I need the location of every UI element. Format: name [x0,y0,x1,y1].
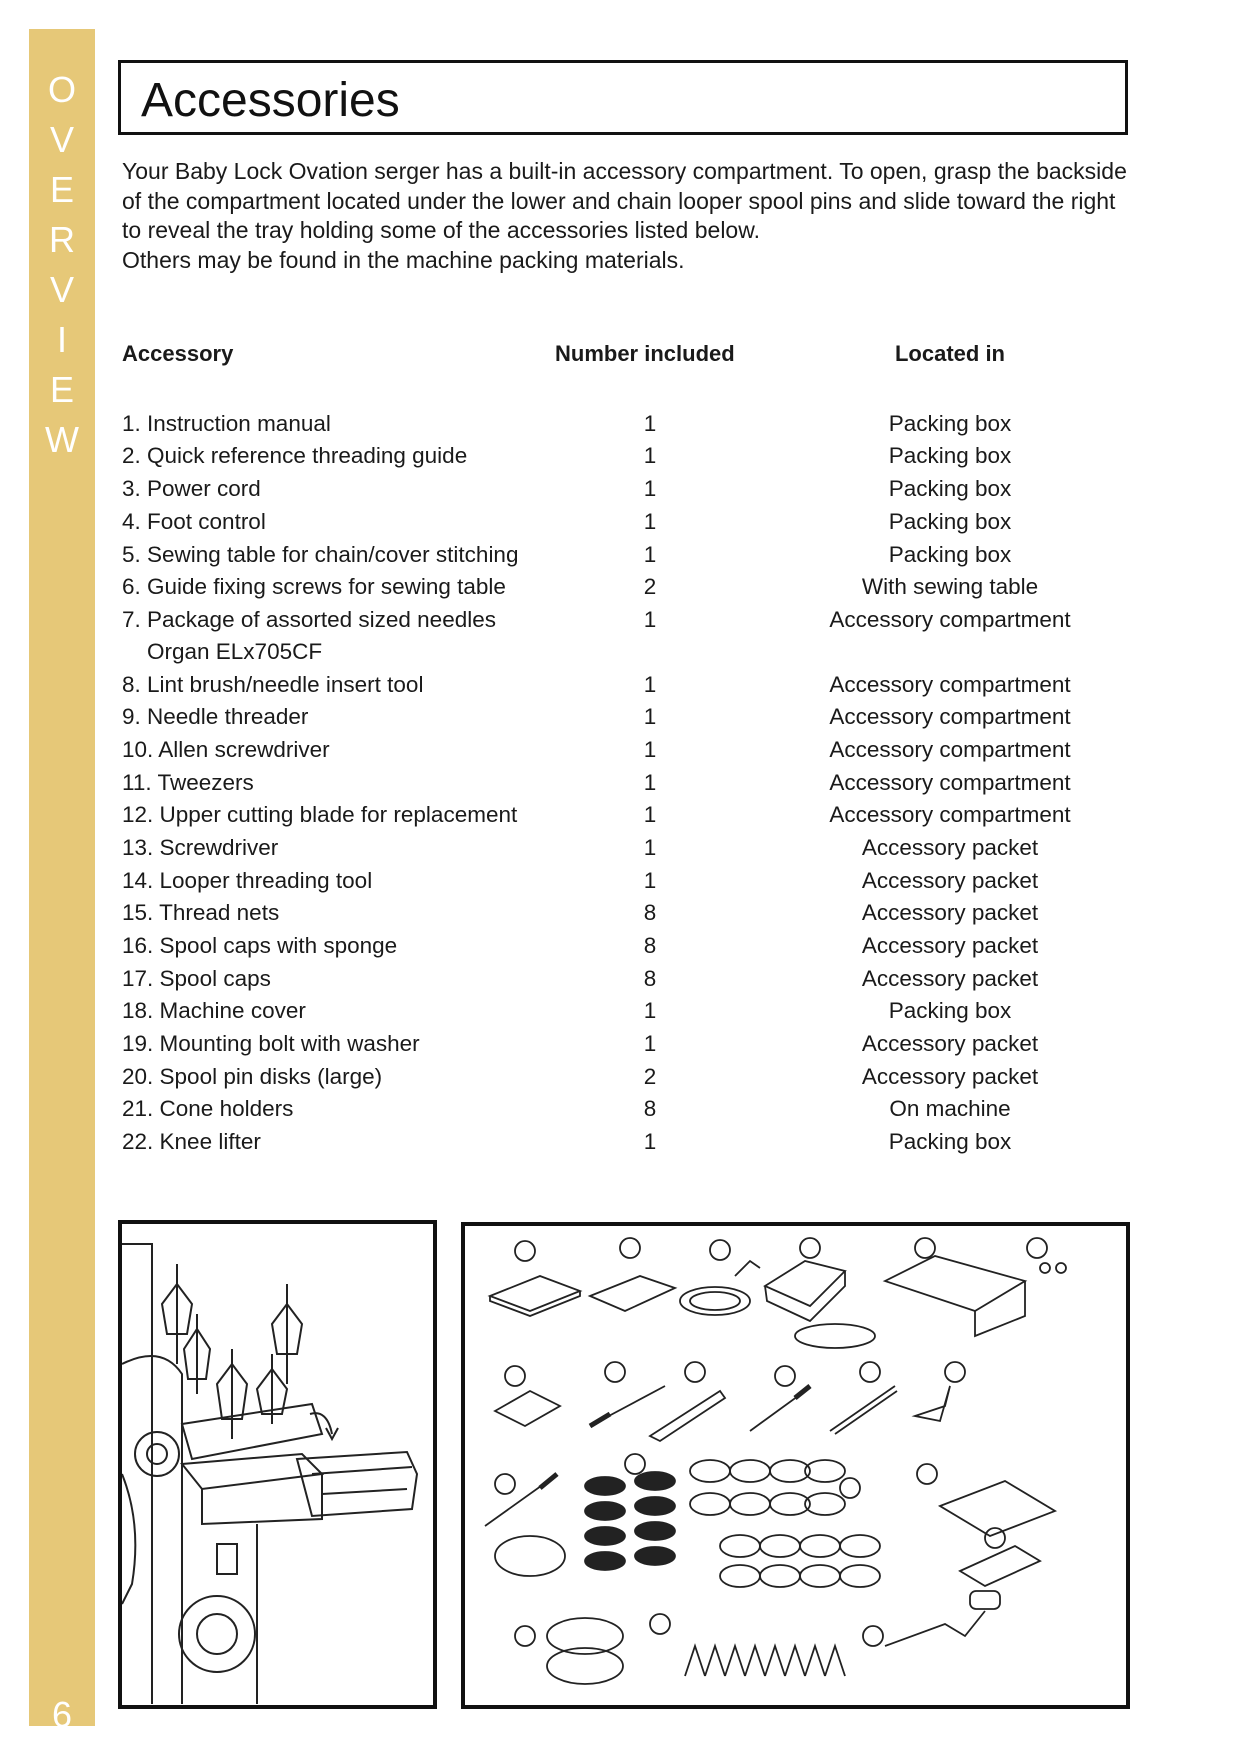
located-in: Packing box [888,542,1012,567]
accessory-name: 19. Mounting bolt with washer [122,1031,420,1056]
header-accessory: Accessory [122,341,234,366]
number-included: 1 [643,411,657,436]
accessory-name: 17. Spool caps [122,966,271,991]
page-number: 6 [51,1694,73,1735]
number-included: 1 [643,998,657,1023]
table-row [0,509,1240,541]
table-row [0,443,1240,475]
located-in: Packing box [888,998,1012,1023]
table-row [0,1096,1240,1128]
located-in: Packing box [888,476,1012,501]
number-included: 1 [643,737,657,762]
machine-drawing [122,1224,433,1705]
accessory-name: 12. Upper cutting blade for replacement [122,802,518,827]
accessory-name: 4. Foot control [122,509,266,534]
number-included: 1 [643,509,657,534]
table-row [0,476,1240,508]
table-row [0,966,1240,998]
accessory-name: 16. Spool caps with sponge [122,933,398,958]
number-included: 8 [643,933,657,958]
table-row [0,704,1240,736]
table-row [0,672,1240,704]
number-included: 1 [643,542,657,567]
table-row [0,1129,1240,1161]
number-included: 1 [643,1031,657,1056]
section-label-letter: E [49,369,74,410]
accessory-name: 21. Cone holders [122,1096,294,1121]
number-included: 1 [643,672,657,697]
located-in: Packing box [888,509,1012,534]
table-row [0,1031,1240,1063]
number-included: 8 [643,1096,657,1121]
accessory-name: 2. Quick reference threading guide [122,443,468,468]
located-in: Accessory compartment [829,672,1071,697]
accessory-name: 11. Tweezers [122,770,254,795]
accessory-name: 18. Machine cover [122,998,306,1023]
table-row [0,411,1240,443]
header-located-in: Located in [894,341,1005,366]
located-in: Accessory packet [861,933,1039,958]
accessory-name: 10. Allen screwdriver [122,737,330,762]
accessory-name: 22. Knee lifter [122,1129,261,1154]
located-in: With sewing table [861,574,1039,599]
located-in: Accessory compartment [829,704,1071,729]
located-in: Accessory packet [861,966,1039,991]
intro-text [122,157,1132,275]
table-row [0,802,1240,834]
accessory-name-detail: Organ ELx705CF [147,639,323,664]
accessory-name: 6. Guide fixing screws for sewing table [122,574,506,599]
number-included: 2 [643,574,657,599]
intro-paragraph: Your Baby Lock Ovation serger has a built-in accessory compartment. To open, grasp the backside of the compartment located under the lower and chain looper spool pins and slide toward the right to reveal the tray holding some of the accessories listed below. [122,158,1127,243]
number-included: 1 [643,1129,657,1154]
section-label-letter: R [49,219,75,260]
located-in: Accessory packet [861,900,1039,925]
accessories-drawing [465,1226,1126,1705]
serger-accessory-tray-illustration [118,1220,437,1709]
located-in: Accessory packet [861,1031,1039,1056]
number-included: 1 [643,476,657,501]
accessory-name: 8. Lint brush/needle insert tool [122,672,424,697]
number-included: 1 [643,802,657,827]
section-label-letter: W [45,419,79,460]
located-in: Accessory compartment [829,607,1071,632]
number-included: 1 [643,607,657,632]
table-row [0,835,1240,867]
table-row [0,933,1240,965]
number-included: 8 [643,900,657,925]
section-label-letter: V [49,269,74,310]
table-row [0,737,1240,769]
number-included: 8 [643,966,657,991]
section-label-letter: E [49,169,74,210]
table-row [0,900,1240,932]
intro-paragraph: Others may be found in the machine packing materials. [122,246,685,273]
table-row [0,1064,1240,1096]
located-in: Accessory packet [861,835,1039,860]
number-included: 1 [643,835,657,860]
table-row [0,868,1240,900]
located-in: Accessory compartment [829,802,1071,827]
table-row [0,542,1240,574]
accessory-name: 20. Spool pin disks (large) [122,1064,383,1089]
table-row [0,998,1240,1030]
number-included: 1 [643,770,657,795]
number-included: 1 [643,704,657,729]
accessory-name: 3. Power cord [122,476,261,501]
accessory-name: 7. Package of assorted sized needles [122,607,496,632]
accessory-name: 5. Sewing table for chain/cover stitching [122,542,519,567]
title-box [118,60,1128,135]
located-in: On machine [889,1096,1011,1121]
located-in: Accessory compartment [829,770,1071,795]
table-row [0,607,1240,664]
accessory-name: 13. Screwdriver [122,835,279,860]
accessory-name: 14. Looper threading tool [122,868,373,893]
number-included: 1 [643,443,657,468]
page-title: Accessories [141,74,400,127]
located-in: Accessory packet [861,1064,1039,1089]
header-number-included: Number included [555,341,735,366]
accessory-name: 1. Instruction manual [122,411,331,436]
accessories-set-illustration [461,1222,1130,1709]
table-row [0,770,1240,802]
located-in: Accessory packet [861,868,1039,893]
accessory-name: 15. Thread nets [122,900,280,925]
located-in: Packing box [888,443,1012,468]
located-in: Accessory compartment [829,737,1071,762]
accessory-name: 9. Needle threader [122,704,309,729]
section-label-letter: I [56,319,67,360]
located-in: Packing box [888,411,1012,436]
number-included: 2 [643,1064,657,1089]
table-row [0,574,1240,606]
section-label-letter: O [47,69,76,110]
number-included: 1 [643,868,657,893]
section-label-letter: V [49,119,74,160]
located-in: Packing box [888,1129,1012,1154]
